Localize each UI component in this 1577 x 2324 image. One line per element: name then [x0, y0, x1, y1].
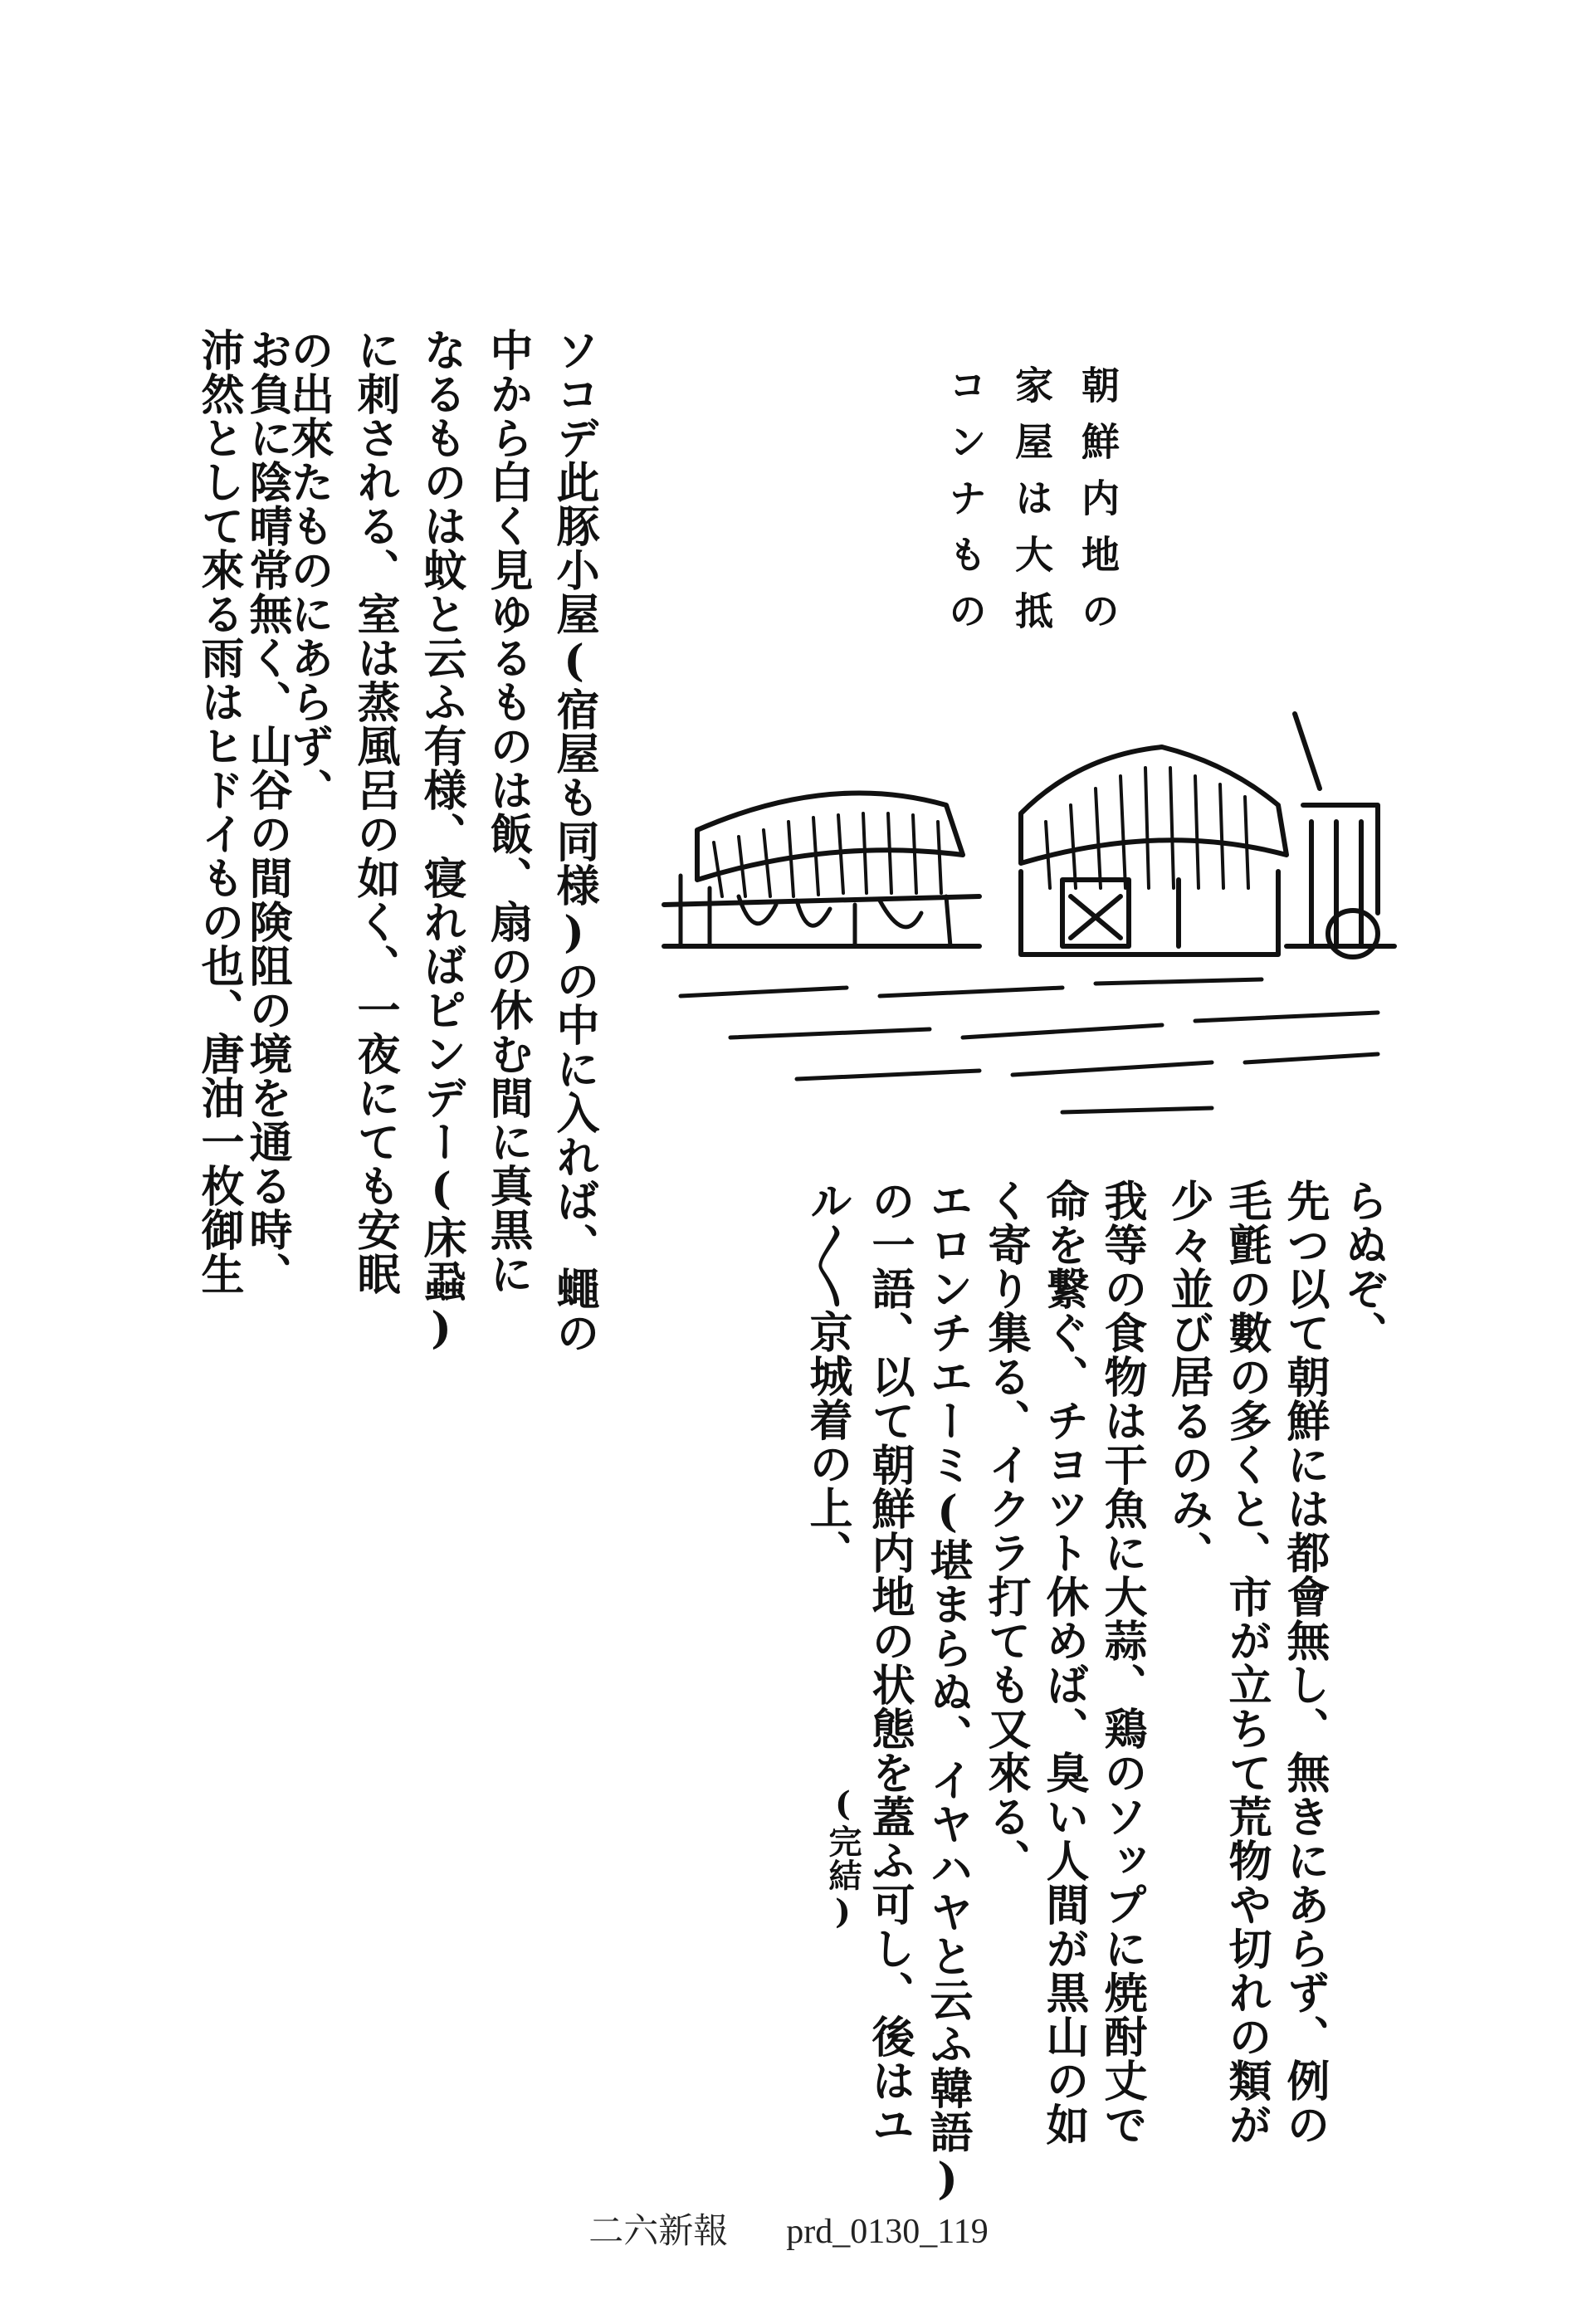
- section-right-line-3: 毛氈の數の多くと、市が立ちて荒物や切れの類が: [1221, 1179, 1272, 2146]
- section-right-line-4: 少々並び居るのみ、: [1163, 1179, 1213, 1575]
- section-right-line-8: エロンチエーミ(堪まらぬ、イヤハヤと云ふ韓語): [922, 1179, 973, 2205]
- end-mark: (完結): [823, 1784, 862, 1932]
- section-left-line-4: に刺される、室は蒸風呂の如く、一夜にても安眠: [349, 328, 400, 1296]
- section-left-line-1: ソコデ此豚小屋(宿屋も同様)の中に入れば、蠅の: [549, 328, 599, 1355]
- section-left-line-7: 沛然として來る雨はヒドイもの也、唐油一枚御生: [193, 328, 244, 1296]
- korean-houses-illustration: [631, 697, 1411, 1129]
- section-right-line-9: の一語、以て朝鮮内地の状態を蓋ふ可し、後はユ: [864, 1179, 915, 2146]
- publication-name: 二六新報: [588, 2213, 729, 2251]
- section-right-line-10: ル〳〵京城着の上、: [802, 1179, 852, 1574]
- section-left-line-3: なるものは蚊と云ふ有様、寝ればピンデー(床蝨): [416, 328, 466, 1355]
- section-right-line-2: 先つ以て朝鮮には都會無し、無きにあらず、例の: [1279, 1179, 1330, 2146]
- section-right-line-7: く寄り集る、イクラ打ても又來る、: [980, 1179, 1031, 1882]
- section-right-line-6: 命を繋ぐ、チヨツト休めば、臭い人間が黒山の如: [1038, 1179, 1089, 2146]
- page-footer: [0, 2204, 1577, 2253]
- section-right-line-1: らぬぞ、: [1337, 1179, 1388, 1355]
- page-code: prd_0130_119: [786, 2213, 989, 2251]
- illustration-caption-line-3: コンナもの: [943, 365, 988, 647]
- illustration-caption-line-1: 朝鮮内地の: [1076, 365, 1120, 647]
- section-left-line-2: 中から白く見ゆるものは飯、扇の休む間に真黒に: [482, 328, 533, 1296]
- illustration-caption-line-2: 家屋は大抵: [1009, 365, 1054, 647]
- section-left-line-5: の出來たものにあらず、: [283, 328, 334, 812]
- section-right-line-5: 我等の食物は干魚に大蒜、鶏のソップに焼酎丈で: [1096, 1179, 1147, 2146]
- section-left-line-6: お負に陰晴常無く、山谷の間険阻の境を通る時、: [242, 328, 292, 1296]
